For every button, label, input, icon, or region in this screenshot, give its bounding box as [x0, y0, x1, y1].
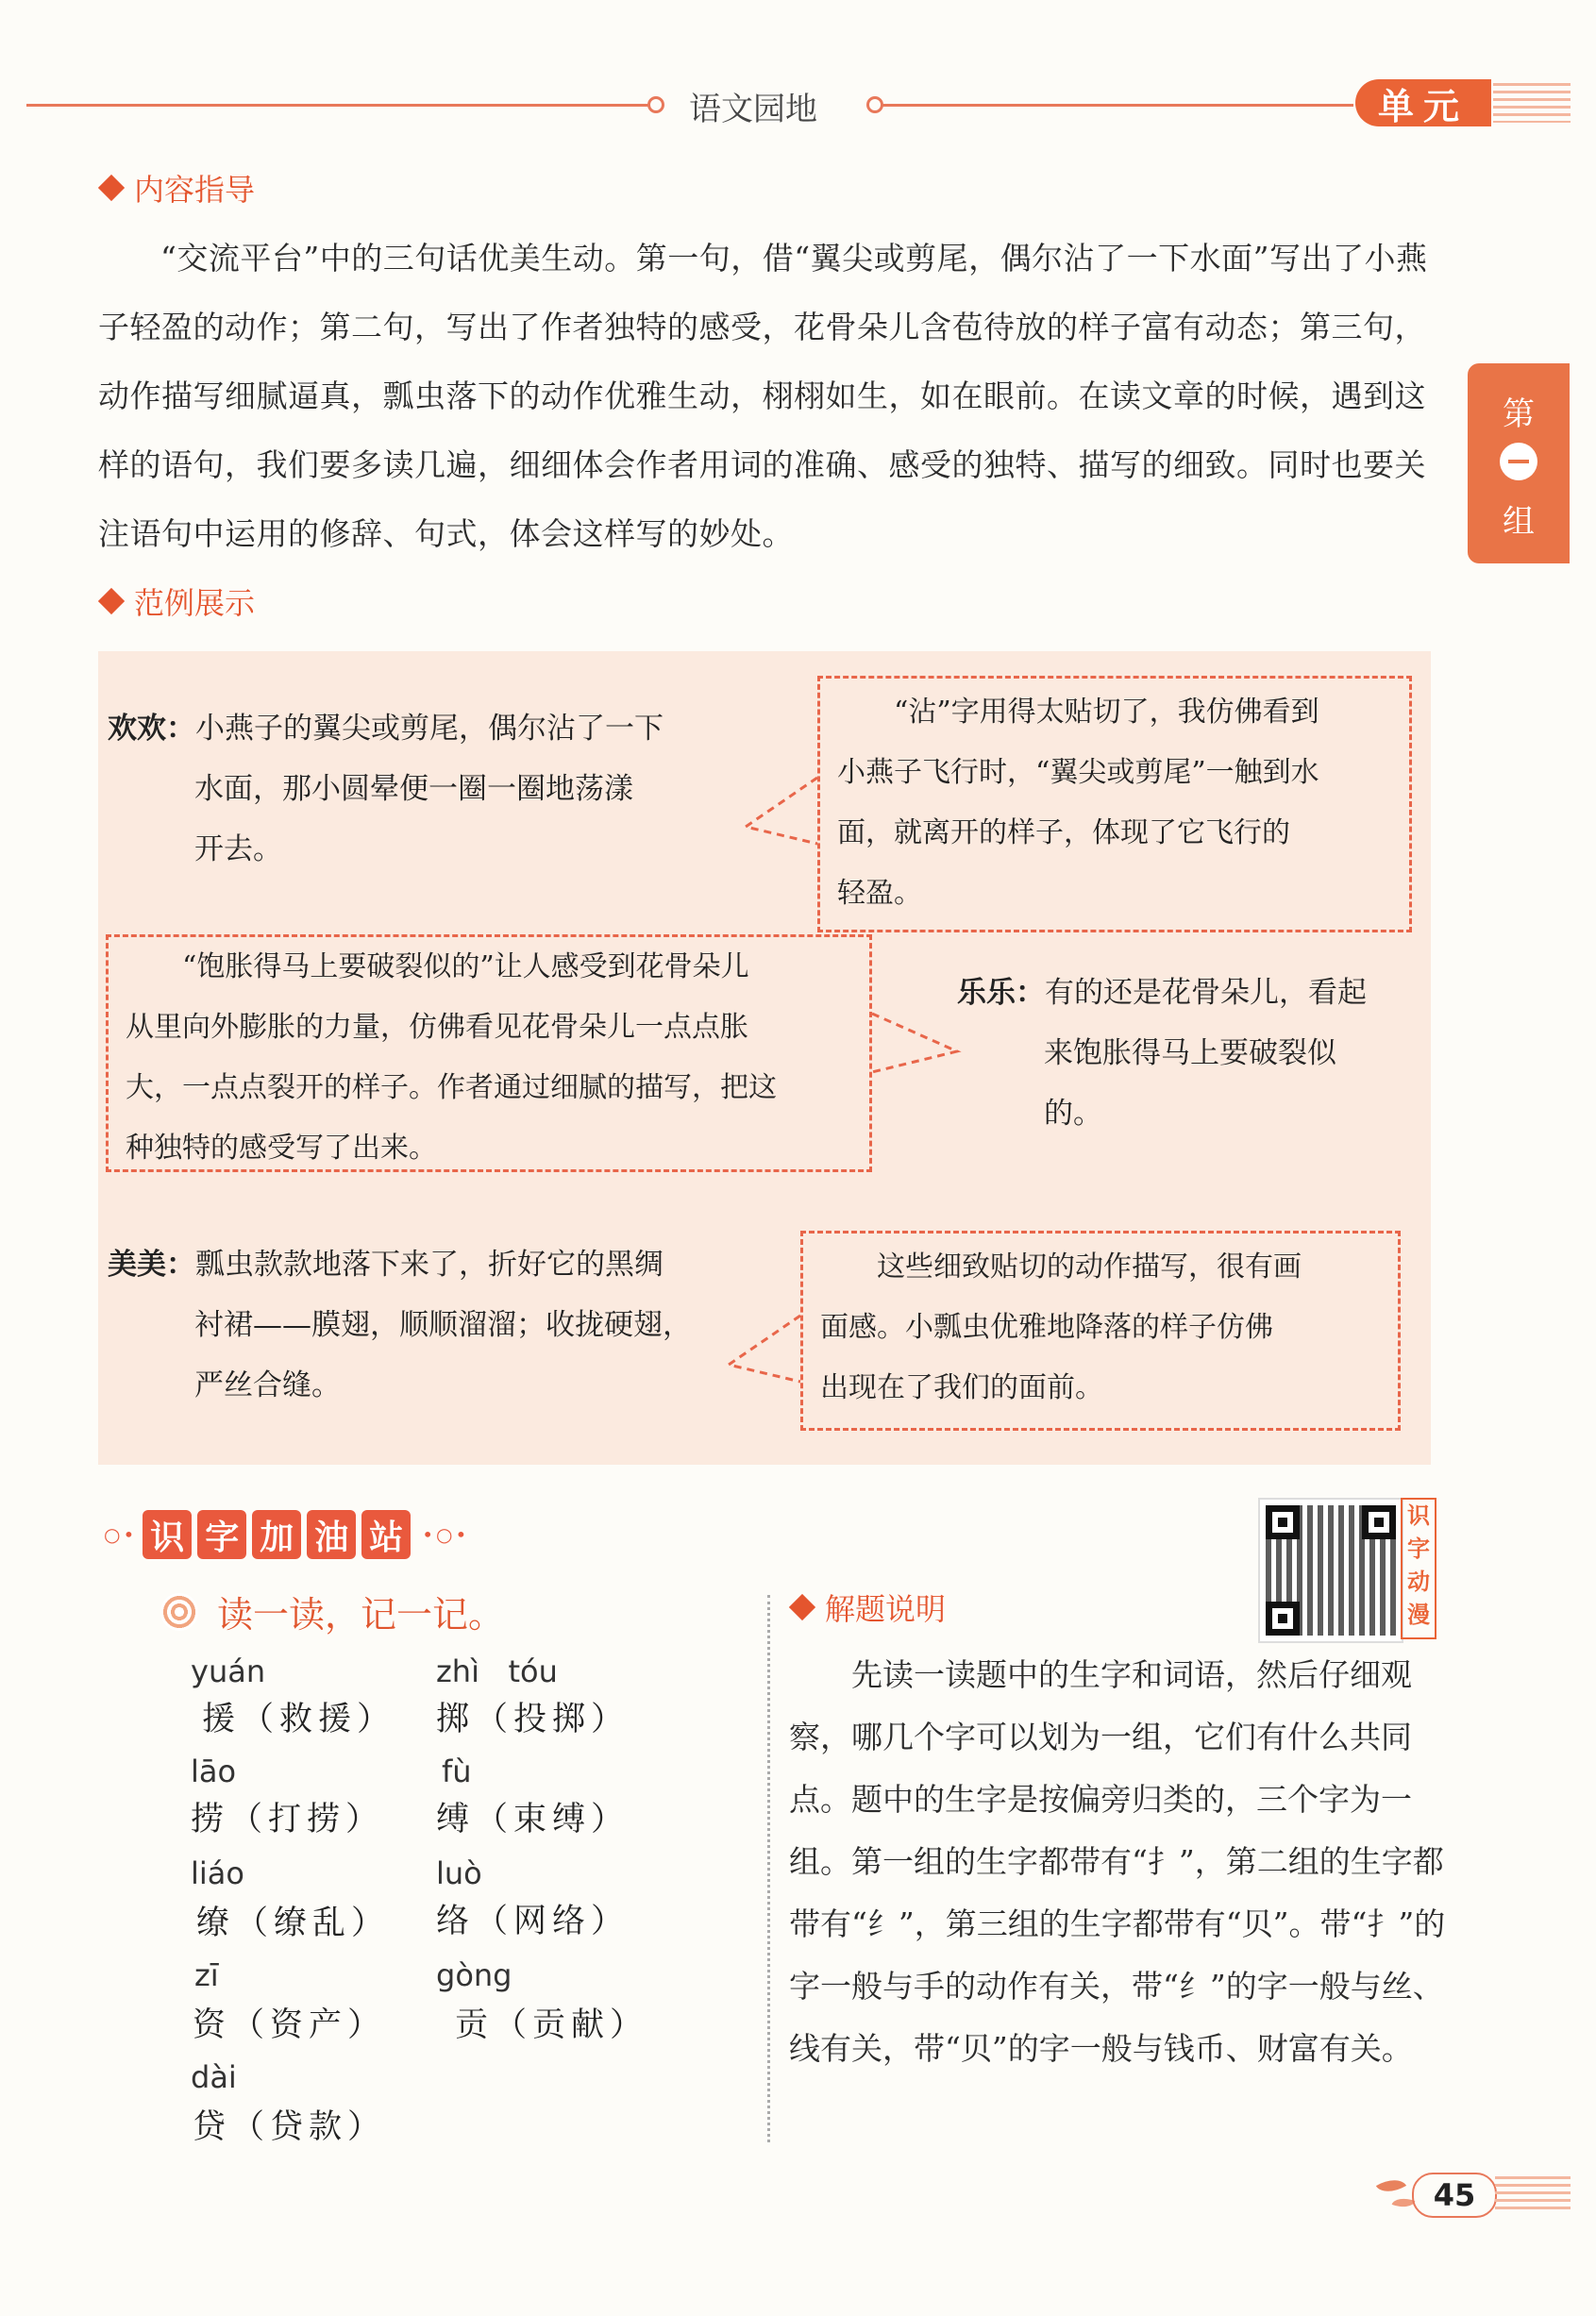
banner-char-4: 油 — [307, 1510, 356, 1559]
lele-line1: 有的还是花骨朵儿，看起 — [1045, 976, 1367, 1010]
char-liao: 缭（缭乱） — [196, 1905, 391, 1942]
pinyin-fu: fù — [442, 1754, 472, 1789]
qr-label-2: 字 — [1407, 1536, 1430, 1562]
qr-code[interactable] — [1258, 1498, 1403, 1643]
qr-label-4: 漫 — [1407, 1602, 1430, 1628]
pinyin-dai: dài — [191, 2059, 237, 2095]
meimei-speech — [108, 1234, 768, 1416]
side-tab-line1: 第 — [1503, 395, 1535, 433]
char-luo: 络（网络） — [436, 1903, 630, 1940]
huanhuan-line1: 小燕子的翼尖或剪尾，偶尔沾了一下 — [195, 712, 664, 746]
meimei-line2: 衬裙——膜翅，顺顺溜溜；收拢硬翅， — [194, 1308, 692, 1342]
comment3-line2: 面感。小瓢虫优雅地降落的样子仿佛 — [820, 1311, 1273, 1344]
char-dai: 贷（贷款） — [193, 2108, 387, 2146]
diamond-icon — [789, 1594, 815, 1620]
lele-line3: 的。 — [1044, 1097, 1102, 1131]
comment-box-1 — [817, 676, 1412, 932]
comment2-line3: 大，一点点裂开的样子。作者通过细腻的描写，把这 — [126, 1071, 777, 1104]
pinyin-luo: luò — [436, 1855, 482, 1891]
huanhuan-speaker: 欢欢： — [108, 712, 195, 746]
comment-box-2 — [106, 934, 872, 1172]
side-tab-one-icon — [1500, 443, 1537, 480]
pinyin-yuan: yuán — [191, 1653, 266, 1689]
char-gong: 贡（贡献） — [455, 2006, 649, 2044]
huanhuan-line3: 开去。 — [194, 832, 282, 866]
qr-finder-tr — [1362, 1505, 1396, 1539]
side-tab — [1468, 363, 1570, 563]
comment1-line3: 面，就离开的样子，体现了它飞行的 — [837, 816, 1290, 849]
qr-label-1: 识 — [1407, 1502, 1430, 1529]
huanhuan-line2: 水面，那小圆晕便一圈一圈地荡漾 — [194, 772, 633, 806]
literacy-banner — [98, 1506, 475, 1563]
banner-char-3: 加 — [252, 1510, 301, 1559]
lele-line2: 来饱胀得马上要破裂似 — [1044, 1036, 1336, 1070]
explain-heading-text: 解题说明 — [825, 1591, 947, 1627]
diamond-icon — [98, 175, 125, 201]
pinyin-liao: liáo — [191, 1855, 244, 1891]
column-divider — [767, 1595, 770, 2142]
content-guide-paragraph: “交流平台”中的三句话优美生动。第一句，借“翼尖或剪尾，偶尔沾了一下水面”写出了小燕子轻盈的动作；第二句，写出了作者独特的感受，花骨朵儿含苞待放的样子富有动态；第三句，动作描写细腻逼真，瓢虫落下的动作优雅生动，栩栩如生，如在眼前。在读文章的时候，遇到这样的语句，我们要多读几遍，细细体会作者用词的准确、感受的独特、描写的细致。同时也要关注语句中运用的修辞、句式，体会这样写的妙处。 — [98, 240, 1428, 552]
page-title: 语文园地 — [689, 91, 817, 128]
page-number: 45 — [1412, 2173, 1497, 2218]
qr-label-3: 动 — [1407, 1569, 1430, 1595]
huanhuan-speech — [108, 698, 768, 880]
pinyin-gong: gòng — [436, 1957, 512, 1993]
examples-heading-text: 范例展示 — [134, 585, 256, 621]
qr-label — [1401, 1498, 1436, 1639]
comment3-pointer — [725, 1312, 804, 1387]
unit-stripes — [1493, 83, 1571, 123]
read-title: 读一读，记一记。 — [217, 1594, 505, 1636]
comment1-line4: 轻盈。 — [837, 877, 922, 910]
examples-heading — [98, 579, 255, 623]
comment-box-3 — [800, 1231, 1401, 1431]
banner-char-2: 字 — [197, 1510, 246, 1559]
qr-finder-bl — [1266, 1602, 1300, 1636]
char-zhi: 掷（投掷） — [436, 1701, 630, 1738]
char-lao: 捞（打捞） — [191, 1801, 385, 1838]
swirl-icon — [160, 1593, 198, 1631]
lele-speech — [957, 963, 1429, 1144]
explain-text: 先读一读题中的生字和词语，然后仔细观察，哪几个字可以划为一组，它们有什么共同点。题中的生字是按偏旁归类的，三个字为一组。第一组的生字都带有“扌”，第二组的生字都带有“纟”，第三组的生字都带有“贝”。带“扌”的字一般与手的动作有关，带“纟”的字一般与丝、线有关，带“贝”的字一般与钱币、财富有关。 — [789, 1656, 1446, 2067]
qr-finder-tl — [1266, 1505, 1300, 1539]
content-guide-heading-text: 内容指导 — [134, 172, 256, 208]
comment2-pointer — [868, 1010, 963, 1076]
examples-panel — [98, 651, 1431, 1465]
banner-char-1: 识 — [143, 1510, 192, 1559]
pinyin-lao: lāo — [191, 1754, 237, 1789]
pinyin-zi: zī — [194, 1957, 219, 1993]
diamond-icon — [98, 588, 125, 614]
char-fu: 缚（束缚） — [436, 1801, 630, 1838]
comment2-line2: 从里向外膨胀的力量，仿佛看见花骨朵儿一点点胀 — [126, 1011, 748, 1044]
comment1-line2: 小燕子飞行时，“翼尖或剪尾”一触到水 — [837, 756, 1319, 789]
explain-heading — [789, 1586, 946, 1629]
char-zi: 资（资产） — [193, 2006, 387, 2044]
header-rule-right — [882, 104, 1353, 107]
comment2-line1: “饱胀得马上要破裂似的”让人感受到花骨朵儿 — [182, 950, 749, 983]
comment3-line1: 这些细致贴切的动作描写，很有画 — [877, 1250, 1302, 1284]
comment3-line3: 出现在了我们的面前。 — [820, 1371, 1103, 1404]
comment1-pointer — [742, 774, 821, 849]
char-yuan: 援（救援） — [202, 1701, 396, 1738]
meimei-line3: 严丝合缝。 — [194, 1368, 341, 1402]
header-rule-left — [26, 104, 649, 107]
banner-dots-left: ○• — [104, 1523, 138, 1546]
banner-dots-right: •○• — [422, 1523, 470, 1546]
header-dot-left — [647, 96, 664, 113]
meimei-speaker: 美美： — [108, 1248, 195, 1282]
comment1-line1: “沾”字用得太贴切了，我仿佛看到 — [894, 696, 1319, 729]
meimei-line1: 瓢虫款款地落下来了，折好它的黑绸 — [195, 1248, 664, 1282]
content-guide-heading — [98, 166, 255, 210]
banner-char-5: 站 — [361, 1510, 411, 1559]
footer-stripes — [1495, 2176, 1571, 2210]
lele-speaker: 乐乐： — [957, 976, 1045, 1010]
comment2-line4: 种独特的感受写了出来。 — [126, 1132, 437, 1165]
pinyin-zhi-tou: zhì tóu — [436, 1653, 558, 1689]
side-tab-line2: 组 — [1503, 503, 1535, 541]
leaf-icon — [1376, 2173, 1406, 2199]
unit-badge: 单元 — [1355, 79, 1491, 126]
